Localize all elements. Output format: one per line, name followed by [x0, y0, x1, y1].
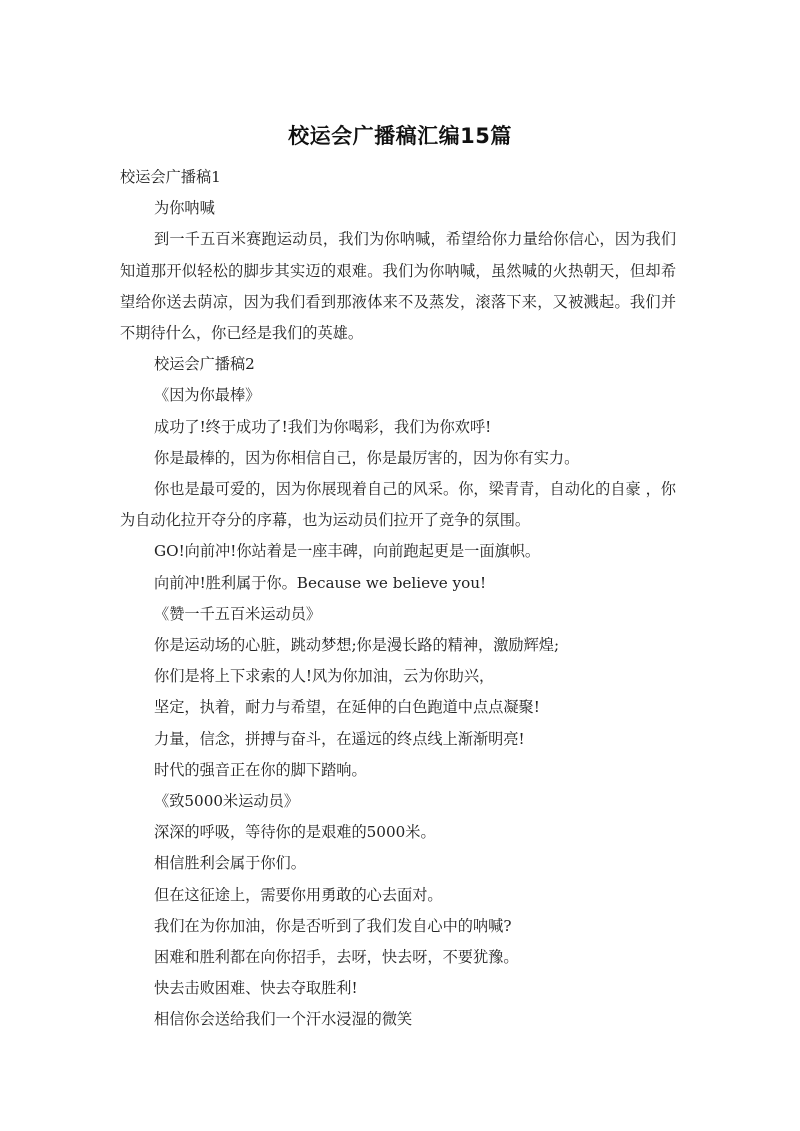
section-heading-2: 校运会广播稿2 — [154, 355, 255, 374]
poem-line: 你是最棒的，因为你相信自己，你是最厉害的，因为你有实力。 — [154, 448, 580, 467]
poem-line: 困难和胜利都在向你招手，去呀，快去呀，不要犹豫。 — [154, 948, 519, 967]
poem-line: 向前冲!胜利属于你。Because we believe you! — [154, 573, 487, 592]
poem-line: 相信你会送给我们一个汗水浸湿的微笑 — [154, 1010, 413, 1029]
section-heading-1: 校运会广播稿1 — [120, 168, 221, 186]
poem-title: 《赞一千五百米运动员》 — [154, 604, 322, 623]
poem-title: 《致5000米运动员》 — [154, 792, 299, 811]
poem-line: 但在这征途上，需要你用勇敢的心去面对。 — [154, 885, 443, 904]
poem-line: 快去击败困难、快去夺取胜利! — [154, 979, 358, 998]
poem-line: 成功了!终于成功了!我们为你喝彩，我们为你欢呼! — [154, 417, 492, 436]
poem-line: 深深的呼吸，等待你的是艰难的5000米。 — [154, 823, 436, 842]
poem-line: 坚定，执着，耐力与希望，在延伸的白色跑道中点点凝聚! — [154, 698, 540, 717]
poem-line: 你们是将上下求索的人!风为你加油，云为你助兴， — [154, 667, 495, 686]
poem-line: 时代的强音正在你的脚下踏响。 — [154, 760, 367, 779]
poem-title: 为你呐喊 — [154, 199, 215, 218]
paragraph: 到一千五百米赛跑运动员，我们为你呐喊，希望给你力量给你信心，因为我们知道那开似轻松的脚步其实迈的艰难。我们为你呐喊，虽然喊的火热朝天，但却希望给你送去荫凉，因为我们看到那液体来不及蒸发，滚落下来，又被溅起。我们并不期待什么，你已经是我们的英雄。 — [120, 230, 676, 343]
document-body — [120, 162, 676, 1036]
poem-title: 《因为你最棒》 — [154, 386, 261, 405]
poem-line: 相信胜利会属于你们。 — [154, 854, 306, 873]
poem-line: GO!向前冲!你站着是一座丰碑，向前跑起更是一面旗帜。 — [154, 542, 541, 561]
poem-line: 你是运动场的心脏，跳动梦想;你是漫长路的精神，激励辉煌; — [154, 636, 560, 655]
poem-line: 我们在为你加油，你是否听到了我们发自心中的呐喊? — [154, 916, 512, 935]
document-title: 校运会广播稿汇编15篇 — [288, 124, 512, 148]
poem-line: 力量，信念，拼搏与奋斗，在遥远的终点线上渐渐明亮! — [154, 729, 525, 748]
paragraph: 你也是最可爱的，因为你展现着自己的风采。你，梁青青，自动化的自豪 ，你为自动化拉开夺分的序幕，也为运动员们拉开了竞争的氛围。 — [120, 480, 676, 530]
